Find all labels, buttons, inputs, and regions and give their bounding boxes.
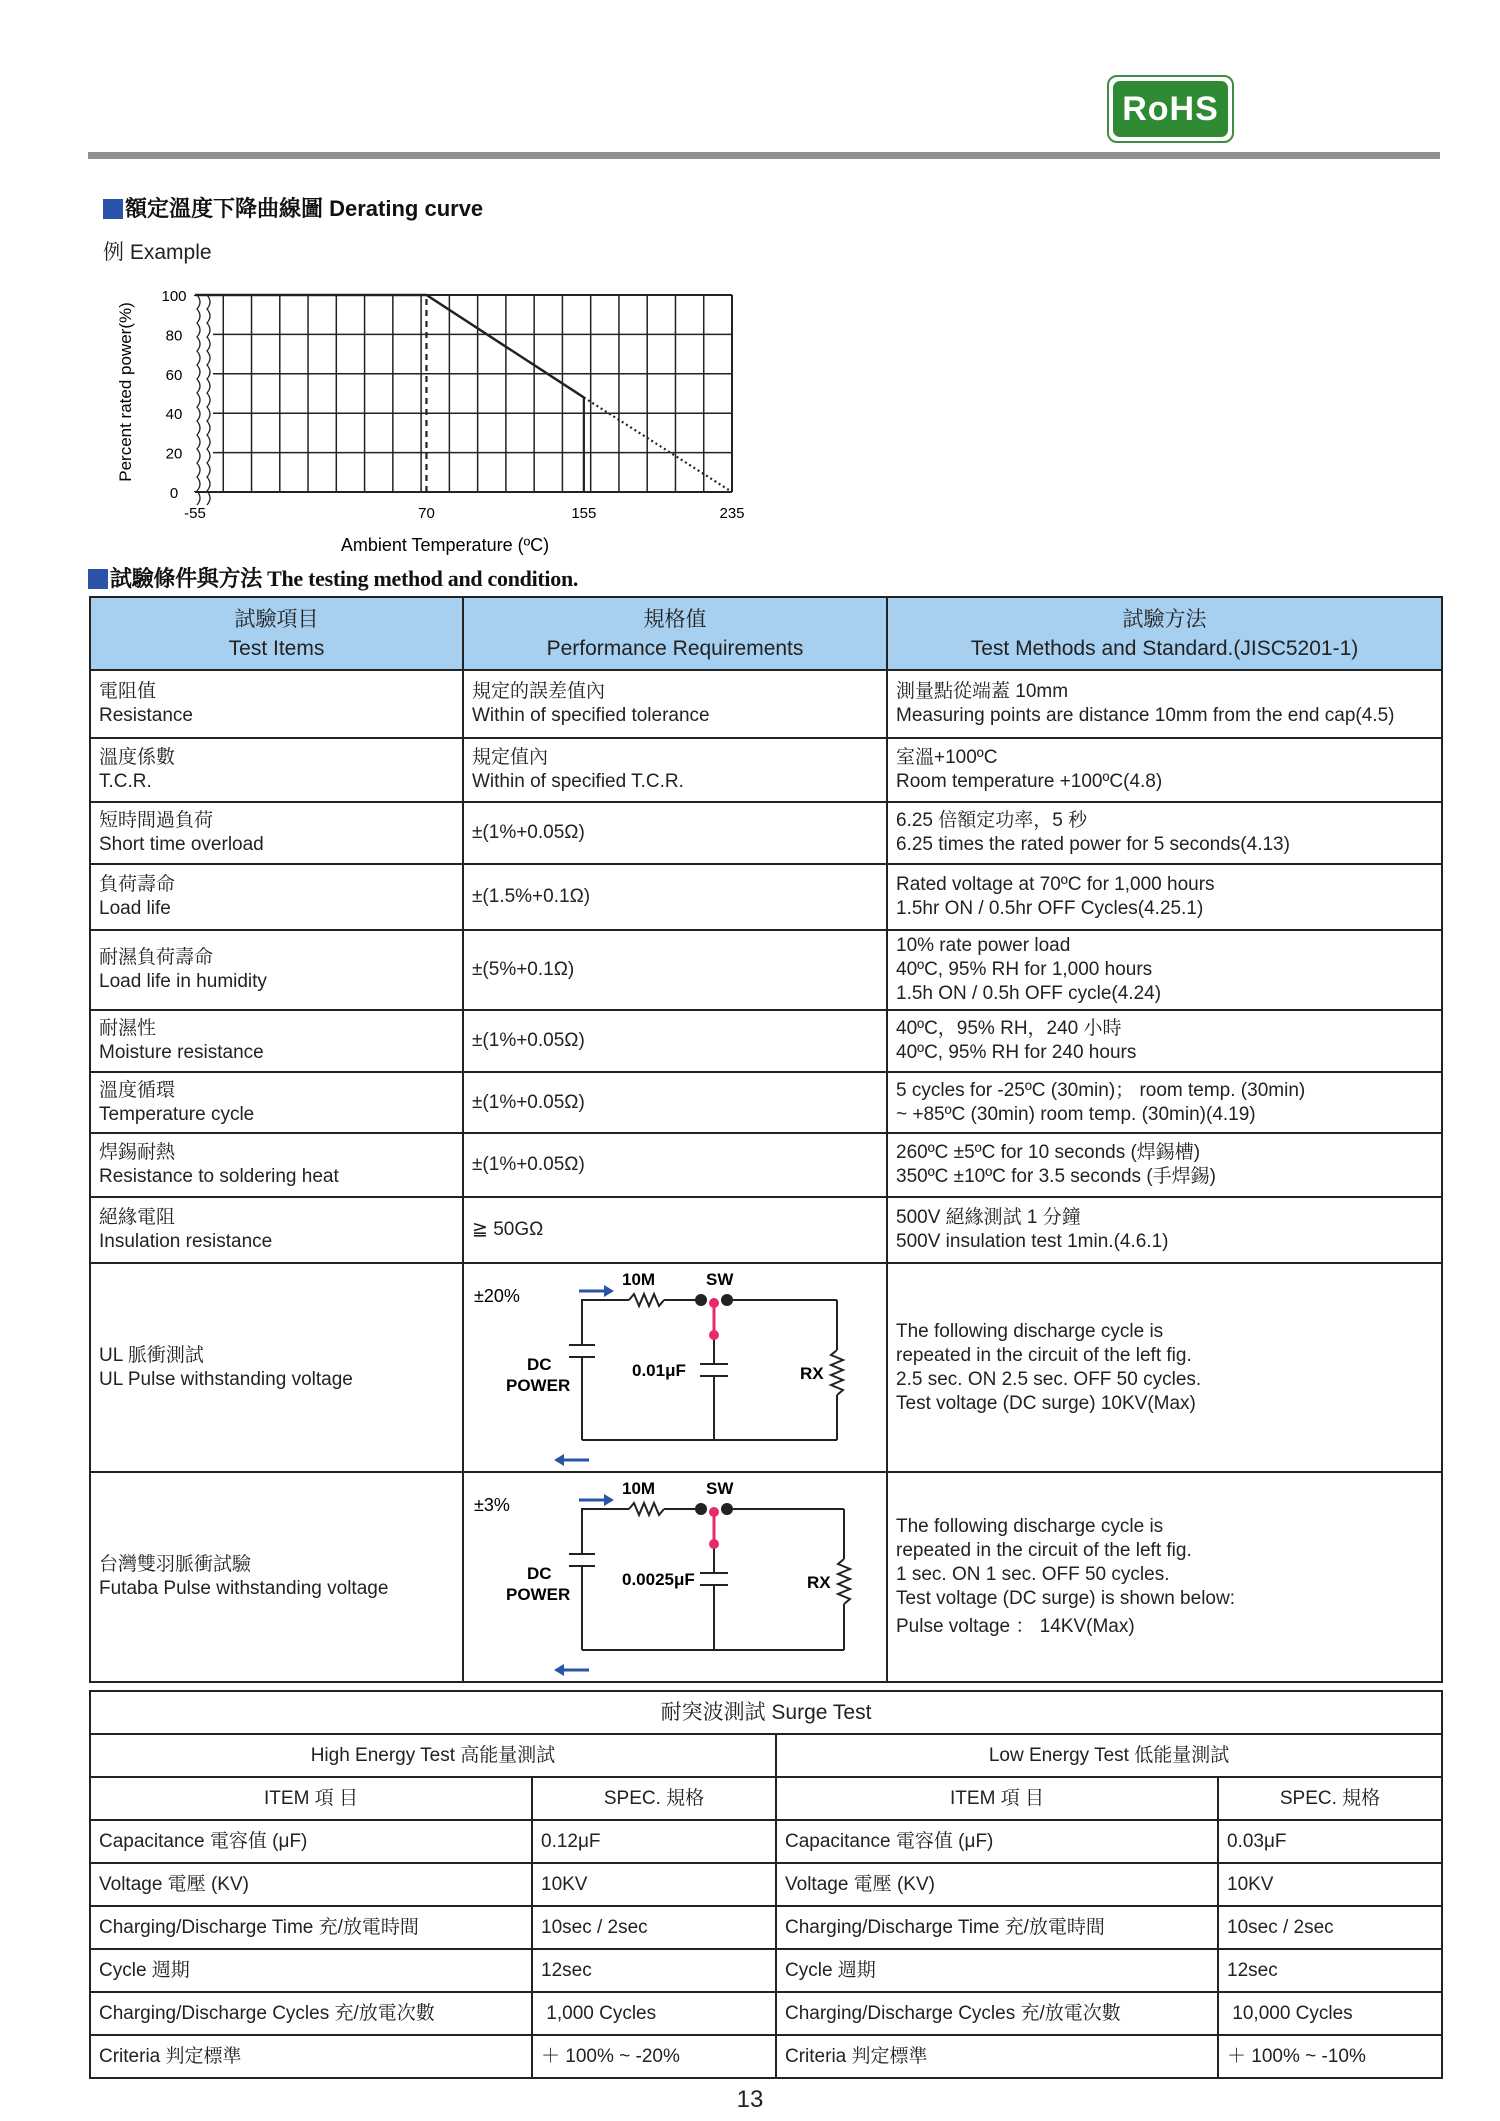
surge-title-row [90,1691,1442,1734]
table-row: 耐濕性 Moisture resistance ±(1%+0.05Ω) 40ºC，95% RH，240 小時 40ºC, 95% RH for 240 hours [90,1010,1442,1072]
futaba-load-label: RX [807,1573,831,1592]
high-energy-title: High Energy Test 高能量測試 [90,1734,776,1777]
table-row: 電阻值 Resistance 規定的誤差值內 Within of specified tolerance 測量點從端蓋 10mm Measuring points are distance 10mm from the end cap(4.5) [90,670,1442,738]
futaba-tolerance: ±3% [474,1495,510,1515]
y-tick-label: 0 [169,485,179,502]
ul-pulse-circuit-diagram [464,1265,884,1470]
x-tick-labels [184,505,744,522]
ul-tolerance: ±20% [474,1286,520,1306]
arrow-left-icon [554,1454,589,1466]
switch-contact [721,1503,733,1515]
futaba-resistor-label: 10M [622,1479,656,1498]
low-energy-title: Low Energy Test 低能量測試 [776,1734,1442,1777]
futaba-source-label: DC [527,1564,552,1583]
derating-section-title [103,192,483,223]
surge-header-row [90,1777,1442,1820]
x-axis-label: Ambient Temperature (ºC) [340,535,550,555]
futaba-pulse-circuit-diagram [464,1474,884,1680]
derating-series-solid [195,295,584,397]
table-row-futaba-pulse: 台灣雙羽脈衝試驗 Futaba Pulse withstanding voltage ±3% 10M SW DC POWER 0.0025μF RX The following discharge cycle is repeated in the circuit of the left fig. 1 sec. ON 1 sec. OFF 50 cycles. Test voltage (DC surge) is shown below: Pulse voltage ： 14KV(Max) [90,1472,1442,1682]
rohs-badge [1107,75,1234,143]
surge-title: 耐突波測試 Surge Test [90,1691,1442,1734]
futaba-switch-label: SW [706,1479,734,1498]
table-row: 焊錫耐熱 Resistance to soldering heat ±(1%+0.05Ω) 260ºC ±5ºC for 10 seconds (焊錫槽) 350ºC ±10ºC for 3.5 seconds (手焊錫) [90,1133,1442,1197]
testing-title-text: 試驗條件與方法 The testing method and condition. [110,566,579,591]
x-tick-label: 155 [571,505,597,522]
table-row: 負荷壽命 Load life ±(1.5%+0.1Ω) Rated voltage at 70ºC for 1,000 hours 1.5hr ON / 0.5hr OFF Cycles(4.25.1) [90,864,1442,930]
x-tick-label: 70 [418,505,435,522]
x-tick-label: -55 [184,505,206,522]
table-row: 短時間過負荷 Short time overload ±(1%+0.05Ω) 6.25 倍額定功率，5 秒 6.25 times the rated power for 5 seconds(4.13) [90,802,1442,864]
svg-text:POWER: POWER [506,1376,571,1395]
table-row: Voltage 電壓 (KV) 10KV Voltage 電壓 (KV) 10KV [90,1863,1442,1906]
y-tick-label: 40 [165,406,183,424]
low-spec-header: SPEC. 規格 [1218,1777,1442,1820]
page-number: 13 [736,2086,764,2113]
header-divider [88,152,1440,159]
derating-title-text: 額定溫度下降曲線圖 Derating curve [125,196,484,221]
switch-contact [721,1294,733,1306]
ul-circuit-cell [463,1263,887,1472]
table-row: Cycle 週期 12sec Cycle 週期 12sec [90,1949,1442,1992]
table-row: Charging/Discharge Time 充/放電時間 10sec / 2sec Charging/Discharge Time 充/放電時間 10sec / 2sec [90,1906,1442,1949]
chart-series [195,295,732,492]
header-performance: 規格值 Performance Requirements [463,597,887,670]
table-row: Charging/Discharge Cycles 充/放電次數 1,000 Cycles Charging/Discharge Cycles 充/放電次數 10,000 Cycles [90,1992,1442,2035]
table-row: 耐濕負荷壽命 Load life in humidity ±(5%+0.1Ω) 10% rate power load 40ºC, 95% RH for 1,000 hours 1.5h ON / 0.5h OFF cycle(4.24) [90,930,1442,1010]
derating-series-dotted [584,397,732,492]
ul-resistor-label: 10M [622,1270,656,1289]
futaba-circuit-cell [463,1472,887,1682]
futaba-capacitor-label: 0.0025μF [622,1570,695,1589]
axis-break-mask [193,296,213,491]
rohs-badge-label: RoHS [1113,81,1228,137]
arrow-right-icon [579,1494,614,1506]
ul-load-label: RX [800,1364,824,1383]
ul-source-label: DC [527,1355,552,1374]
example-label: 例 Example [103,241,212,264]
arrow-right-icon [579,1285,614,1297]
svg-text:POWER: POWER [506,1585,571,1604]
low-item-header: ITEM 項 目 [776,1777,1218,1820]
ul-capacitor-label: 0.01μF [632,1361,686,1380]
surge-energy-row [90,1734,1442,1777]
table-row: 絕緣電阻 Insulation resistance ≧ 50GΩ 500V 絕緣測試 1 分鐘 500V insulation test 1min.(4.6.1) [90,1197,1442,1263]
y-tick-label: 60 [165,366,183,384]
table-row: Criteria 判定標準 ＋ 100% ~ -20% Criteria 判定標準 ＋ 100% ~ -10% [90,2035,1442,2078]
x-tick-label: 235 [719,505,745,522]
test-method-table [89,596,1443,1683]
testing-section-title [88,562,578,593]
table-row-ul-pulse: UL 脈衝測試 UL Pulse withstanding voltage ±20% 10M SW DC POWER 0.01μF RX The following discharge cycle is repeated in the circuit of the left fig. 2.5 sec. ON 2.5 sec. OFF 50 cycles. Test voltage (DC surge) 10KV(Max) [90,1263,1442,1472]
y-axis-label: Percent rated power(%) [116,302,135,482]
chart-grid [195,295,732,492]
y-tick-label: 80 [165,327,183,345]
ul-switch-label: SW [706,1270,734,1289]
table-header-row [90,597,1442,670]
y-tick-label: 20 [165,445,183,463]
derating-chart [110,280,750,560]
switch-contact [695,1503,707,1515]
table-row: Capacitance 電容值 (μF) 0.12μF Capacitance 電容值 (μF) 0.03μF [90,1820,1442,1863]
blue-square-icon [88,569,108,589]
table-row: 溫度循環 Temperature cycle ±(1%+0.05Ω) 5 cycles for -25ºC (30min)； room temp. (30min) ~ +85ºC (30min) room temp. (30min)(4.19) [90,1072,1442,1133]
header-test-items: 試驗項目 Test Items [90,597,463,670]
surge-test-table [89,1690,1443,2079]
header-test-methods: 試驗方法 Test Methods and Standard.(JISC5201-1) [887,597,1442,670]
switch-contact [695,1294,707,1306]
high-spec-header: SPEC. 規格 [532,1777,776,1820]
axis-break-marks [193,295,213,505]
blue-square-icon [103,199,123,219]
table-row: 溫度係數 T.C.R. 規定值內 Within of specified T.C.R. 室溫+100ºC Room temperature +100ºC(4.8) [90,738,1442,802]
y-tick-labels [161,288,186,502]
high-item-header: ITEM 項 目 [90,1777,532,1820]
y-tick-label: 100 [161,288,187,305]
arrow-left-icon [554,1664,589,1676]
